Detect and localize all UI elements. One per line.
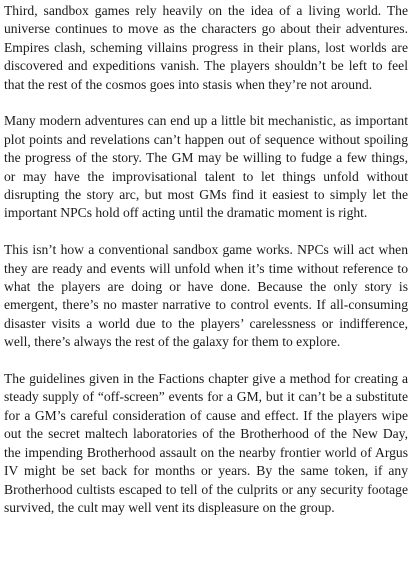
document-body	[4, 2, 408, 517]
paragraph-living-world: Third, sandbox games rely heavily on the idea of a living world. The universe continues to move as the characters go about their adventures. Empires clash, scheming villains progress in their plans, lost worlds are discovered and expeditions vanish. The players shouldn’t be left to feel that the rest of the cosmos goes into stasis when they’re not around.	[4, 3, 408, 92]
paragraph-mechanistic-adventures: Many modern adventures can end up a little bit mechanistic, as important plot points and revelations can’t happen out of sequence without spoiling the progress of the story. The GM may be willing to fudge a few things, or may have the improvisational talent to let things unfold without disrupting the story arc, but most GMs find it easiest to simply let the important NPCs hold off acting until the dramatic moment is right.	[4, 113, 408, 221]
paragraph-factions-guidelines: The guidelines given in the Factions chapter give a method for creating a steady supply of “off-screen” events for a GM, but it can’t be a substitute for a GM’s careful consideration of cause and effect. If the players wipe out the secret maltech laboratories of the Brotherhood of the New Day, the impending Brotherhood assault on the nearby frontier world of Argus IV might be set back for months or years. By the same token, if any Brotherhood cultists escaped to tell of the culprits or any security footage survived, the cult may well vent its displeasure on the group.	[4, 371, 408, 515]
paragraph-sandbox-game: This isn’t how a conventional sandbox game works. NPCs will act when they are ready and events will unfold when it’s time without reference to what the players are doing or have done. Because the only story is emergent, there’s no master narrative to control events. If all-consuming disaster visits a world due to the players’ carelessness or indifference, well, there’s always the rest of the galaxy for them to explore.	[4, 242, 408, 350]
